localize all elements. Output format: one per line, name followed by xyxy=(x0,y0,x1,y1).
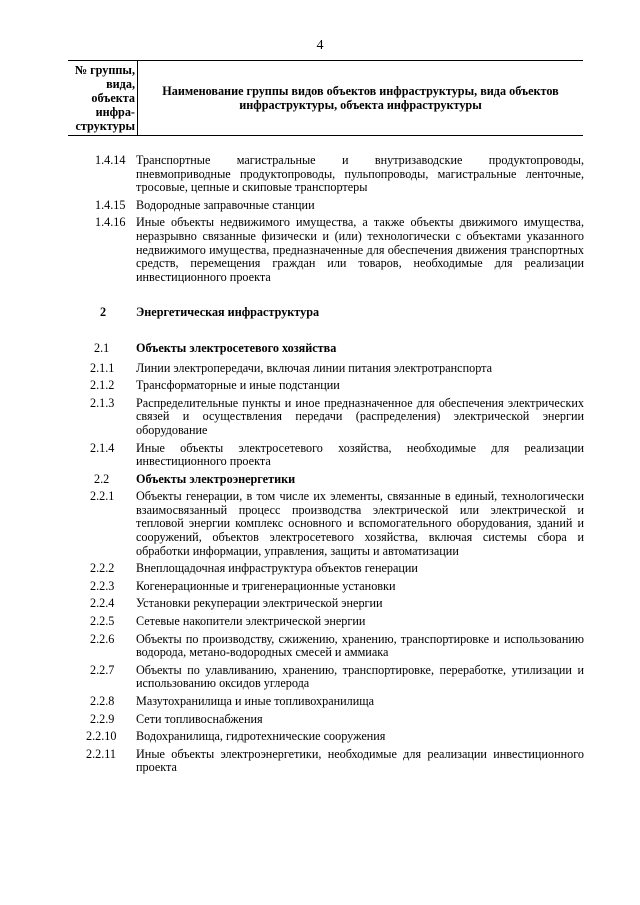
section-heading xyxy=(68,306,584,320)
row-text: Трансформаторные и иные подстанции xyxy=(136,378,340,393)
row-text: Внеплощадочная инфраструктура объектов генерации xyxy=(136,561,418,576)
row-number: 2.2.7 xyxy=(90,662,115,677)
table-row xyxy=(68,597,584,611)
row-text: Объекты по улавливанию, хранению, транспортировке, переработке, утилизации и использованию оксидов углерода xyxy=(136,662,584,691)
row-text: Иные объекты электроэнергетики, необходимые для реализации инвестиционного проекта xyxy=(136,746,584,775)
page-number: 4 xyxy=(316,38,324,53)
row-text: Водородные заправочные станции xyxy=(136,197,315,212)
row-text: Линии электропередачи, включая линии питания электротранспорта xyxy=(136,360,493,375)
table-row xyxy=(68,379,584,393)
table-row xyxy=(68,216,584,284)
row-number: 2.2.10 xyxy=(86,729,117,744)
row-number: 2.2.9 xyxy=(90,711,115,726)
table-row xyxy=(68,580,584,594)
subsection-title: Объекты электроэнергетики xyxy=(136,471,296,486)
subsection-title: Объекты электросетевого хозяйства xyxy=(136,340,337,355)
section-number: 2 xyxy=(100,305,107,320)
row-number: 2.1.4 xyxy=(90,440,115,455)
row-number: 2.2 xyxy=(94,471,110,486)
row-number: 2.2.1 xyxy=(90,489,115,504)
row-text: Водохранилища, гидротехнические сооружения xyxy=(136,729,386,744)
table-row xyxy=(68,442,584,469)
row-number: 2.2.8 xyxy=(90,694,115,708)
table-row xyxy=(68,730,584,744)
table-row xyxy=(68,397,584,438)
table-row xyxy=(68,362,584,376)
infrastructure-list xyxy=(68,154,584,779)
row-number: 1.4.15 xyxy=(95,197,126,212)
subsection-heading xyxy=(68,473,584,487)
row-number: 2.1.1 xyxy=(90,360,115,375)
table-row xyxy=(68,490,584,558)
row-number: 2.2.6 xyxy=(90,631,115,646)
table-row xyxy=(68,199,584,213)
row-text: Транспортные магистральные и внутризаводские продуктопроводы, пневмоприводные продуктопроводы, пульпопроводы, магистральные ленточные, тросовые, цепные и скиповые транспортеры xyxy=(136,153,584,195)
table-row xyxy=(68,664,584,691)
table-row xyxy=(68,713,584,727)
table-header xyxy=(68,60,583,136)
row-text: Сетевые накопители электрической энергии xyxy=(136,614,366,629)
header-number-column: № группы, вида, объекта инфра-структуры xyxy=(68,61,138,136)
row-number: 2.1.2 xyxy=(90,378,115,393)
subsection-heading xyxy=(68,342,584,356)
row-number: 2.2.11 xyxy=(86,746,117,761)
row-text: Иные объекты электросетевого хозяйства, необходимые для реализации инвестиционного проекта xyxy=(136,440,584,469)
row-text: Мазутохранилища и иные топливохранилища xyxy=(136,694,375,708)
row-text: Иные объекты недвижимого имущества, а также объекты движимого имущества, неразрывно связанные физически и (или) технологически с объектами указанного недвижимого имущества, предназначенные для обеспечения движения транспортных средств, перемещения граждан или товаров, необходимые для реализации инвестиционного проекта xyxy=(136,215,584,284)
row-number: 2.1.3 xyxy=(90,395,115,410)
row-number: 2.2.4 xyxy=(90,596,115,611)
row-number: 2.2.3 xyxy=(90,578,115,593)
row-text: Объекты по производству, сжижению, хранению, транспортировке и использованию водорода, метано-водородных смесей и аммиака xyxy=(136,631,584,660)
table-row xyxy=(68,615,584,629)
row-number: 2.2.5 xyxy=(90,614,115,629)
row-number: 1.4.14 xyxy=(95,153,126,167)
section-title: Энергетическая инфраструктура xyxy=(136,305,320,320)
table-row xyxy=(68,154,584,195)
table-row xyxy=(68,748,584,775)
row-number: 2.1 xyxy=(94,340,110,355)
row-text: Сети топливоснабжения xyxy=(136,711,263,726)
table-row xyxy=(68,562,584,576)
row-text: Когенерационные и тригенерационные установки xyxy=(136,578,396,593)
row-text: Распределительные пункты и иное предназначенное для обеспечения электрических связей и осуществления передачи (распределения) электрической энергии оборудование xyxy=(136,395,584,437)
table-row xyxy=(68,633,584,660)
table-row xyxy=(68,695,584,709)
row-number: 2.2.2 xyxy=(90,561,115,576)
header-name-column: Наименование группы видов объектов инфраструктуры, вида объектов инфраструктуры, объекта инфраструктуры xyxy=(138,61,584,136)
row-text: Установки рекуперации электрической энергии xyxy=(136,596,383,611)
row-text: Объекты генерации, в том числе их элементы, связанные в единый, технологически взаимосвязанный процесс производства электрической или электрической и тепловой энергии комплекс основного и вспомогательного оборудования, зданий и сооружений, объектов электросетевого хозяйства, включая системы сбора и обработки информации, управления, защиты и автоматизации xyxy=(136,489,584,558)
row-number: 1.4.16 xyxy=(95,215,126,230)
